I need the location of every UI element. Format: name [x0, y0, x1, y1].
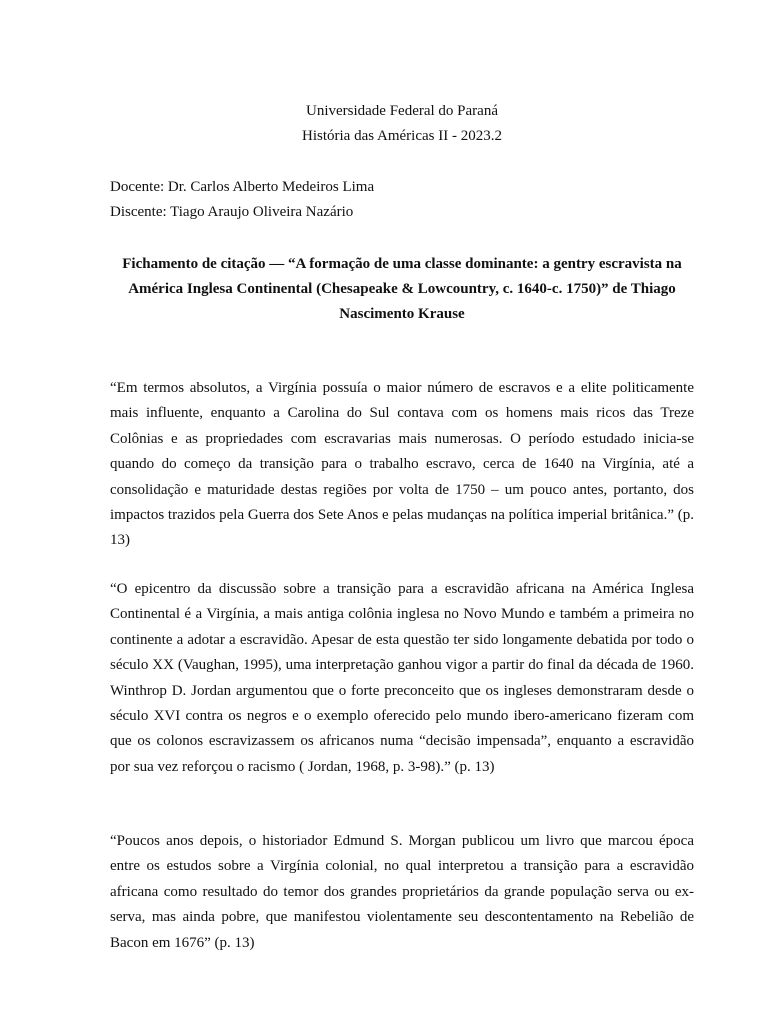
student-line: Discente: Tiago Araujo Oliveira Nazário	[110, 204, 354, 220]
quote-paragraph-2: “O epicentro da discussão sobre a transição para a escravidão africana na América Inglesa Continental é a Virgínia, a mais antiga colônia inglesa no Novo Mundo e também a primeira no continente a adotar a escravidão. Apesar de esta questão ter sido longamente debatida por todo o século XX (Vaughan, 1995), uma interpretação ganhou vigor a partir do final da década de 1960. Winthrop D. Jordan argumentou que o forte preconceito que os ingleses demonstraram desde o século XVI contra os negros e o exemplo oferecido pelo mundo ibero-americano fizeram com que os colonos escravizassem os africanos numa “decisão impensada”, enquanto a escravidão por sua vez reforçou o racismo ( Jordan, 1968, p. 3-98).” (p. 13)	[110, 581, 694, 775]
quote-paragraph-3: “Poucos anos depois, o historiador Edmund S. Morgan publicou um livro que marcou época entre os estudos sobre a Virgínia colonial, no qual interpretou a transição para a escravidão africana como resultado do temor dos grandes proprietários da grande população serva ou ex-serva, mas ainda pobre, que manifestou violentamente seu descontentamento na Rebelião de Bacon em 1676” (p. 13)	[110, 833, 694, 951]
teacher-line: Docente: Dr. Carlos Alberto Medeiros Lima	[110, 179, 375, 195]
institution-name: Universidade Federal do Paraná	[305, 103, 498, 119]
quote-paragraph-1: “Em termos absolutos, a Virgínia possuía o maior número de escravos e a elite politicamente mais influente, enquanto a Carolina do Sul contava com os homens mais ricos das Treze Colônias e as propriedades com escravarias mais numerosas. O período estudado inicia-se quando do começo da transição para o trabalho escravo, cerca de 1640 na Virgínia, até a consolidação e maturidade destas regiões por volta de 1750 – um pouco antes, portanto, dos impactos trazidos pela Guerra dos Sete Anos e pelas mudanças na política imperial britânica.” (p. 13)	[110, 380, 694, 549]
course-name: História das Américas II - 2023.2	[302, 128, 502, 144]
document-title: Fichamento de citação — “A formação de uma classe dominante: a gentry escravista na América Inglesa Continental (Chesapeake & Lowcountry, c. 1640-c. 1750)” de Thiago Nascimento Krause	[122, 256, 682, 322]
